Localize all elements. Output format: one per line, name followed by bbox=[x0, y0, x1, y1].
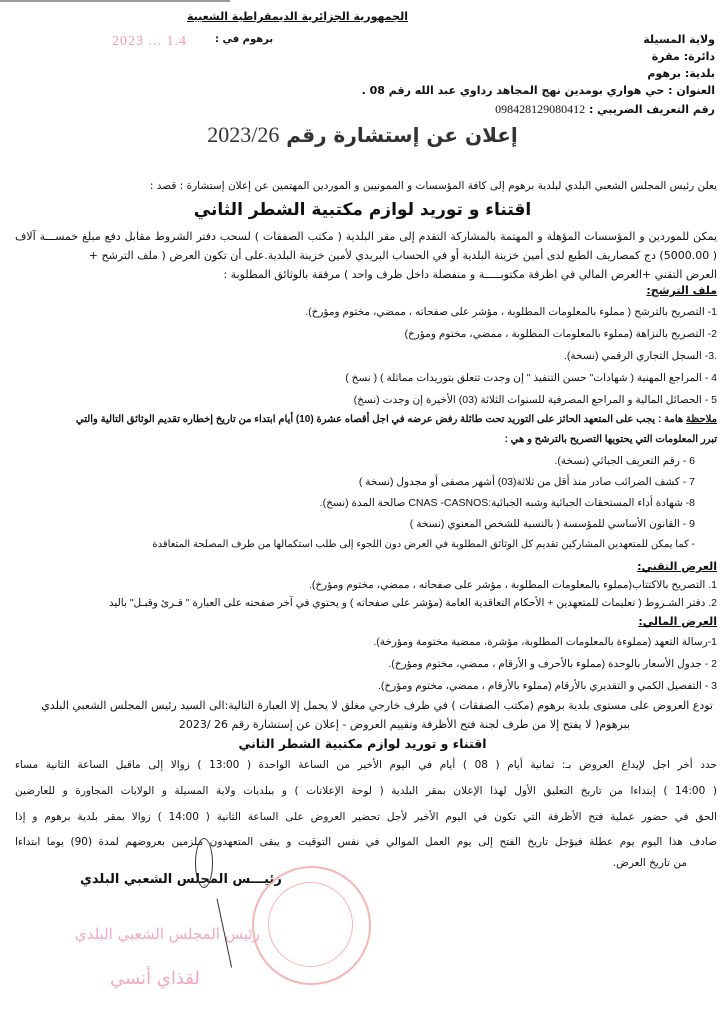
republic-header: الجمهورية الجزائرية الديمقراطية الشعبية bbox=[187, 10, 408, 23]
note-line-2: تبرر المعلومات التي يحتويها التصريح بالترشح و هي : bbox=[504, 434, 717, 445]
financial-offer-heading: العرض المالي: bbox=[638, 615, 717, 628]
financial-offer-item: 3 - التفصيل الكمي و التقديري بالأرقام (مملوء بالأرقام ، ممضي، مختوم ومؤرخ). bbox=[377, 680, 717, 692]
handwritten-circle-mark bbox=[195, 838, 213, 888]
deadline-line: من تاريخ العرض. bbox=[612, 857, 687, 869]
date-stamp: 2023 ... 1.4 bbox=[112, 34, 187, 49]
intro-text: يعلن رئيس المجلس الشعبي البلدي لبلدية برهوم إلى كافة المؤسسات و الممونيين و الموردين المهتمين عن إعلان إستشارة : قصد : bbox=[149, 180, 717, 192]
deadline-line: الحق في حضور عملية فتح الأظرفة التي تكون في اليوم الأخير لأجل تحضير العروض على الساعة الثانية ( 14:00 ) زوالا بمقر بلدية برهوم و إذا bbox=[15, 811, 717, 823]
candidacy-heading: ملف الترشح: bbox=[646, 284, 717, 297]
note-text: هامة : يجب على المتعهد الحائز على التوريد تحت طائلة رفض عرضه في اجل أقصاه عشرة (10) أيام ابتداء من تاريخ إخطاره تقديم الوثائق التالية والتي bbox=[75, 414, 684, 425]
justifying-doc-item: 7 - كشف الضرائب صادر منذ أقل من ثلاثة(03) أشهر مصفى أو مجدول (نسخة ) bbox=[358, 476, 695, 488]
wilaya-line: ولاية المسيلة bbox=[643, 33, 715, 46]
deadline-line: ( 14:00 ) إبتداءا من تاريخ التعليق الأول لهذا الإعلان بمقر البلدية ( لوحة الإعلانات ) و ببلديات ولاية المسيلة و الولايات المجاورة و للعارضين bbox=[15, 785, 717, 797]
conditions-line-2: ( 5000.00) دج كمصاريف الطبع لدى أمين خزينة البلدية أو في الحساب البريدي لأمين خزينة البلدية.على أن تكون العرض ( ملف الترشح + bbox=[88, 249, 717, 262]
note-line-1 bbox=[76, 414, 717, 425]
conditions-line-1: يمكن للموردين و المؤسسات المؤهلة و المهتمة بالمشاركة التقدم إلى مقر البلدية ( مكتب الصفقات ) لسحب دفتر الشروط مقابل دفع مبلغ خمســـة آلاف bbox=[15, 230, 717, 243]
deadline-line: صادف هذا اليوم يوم عطلة فيؤجل تاريخ الفتح إلى يوم العمل الموالي في نفس التوقيت و يبقى المتعهدون ملزمين بعروضهم لمدة (90) يوما ابتداءا bbox=[15, 836, 718, 848]
candidacy-item: .3- السجل التجاري الرقمي (نسخة). bbox=[563, 350, 717, 362]
address-value: حي هواري بومدين نهج المجاهد رداوي عبد الله رقم 08 . bbox=[361, 84, 665, 97]
official-seal-inner bbox=[268, 882, 353, 967]
daira-value: مقرة bbox=[651, 50, 680, 63]
justifying-doc-item: 8- شهادة أداء المستحقات الجبائية وشبه الجبائية:CNAS -CASNOS صالحة المدة (نسخ). bbox=[319, 497, 695, 509]
daira-line bbox=[652, 50, 715, 63]
baladiya-value: برهوم bbox=[647, 67, 681, 80]
technical-offer-heading: العرض التقني: bbox=[637, 560, 717, 573]
submission-line-2: ببرهوم( لا يفتح إلا من طرف لجنة فتح الأظرفة وتقييم العروض - إعلان عن إستشارة رقم 26 /2023 bbox=[178, 718, 630, 731]
title-text: إعلان عن إستشارة رقم bbox=[286, 123, 518, 147]
stamp-name: لقذاي أنسي bbox=[110, 968, 200, 989]
title-number: 2023/26 bbox=[207, 122, 280, 147]
justifying-doc-item: 6 - رقم التعريف الجبائي (نسخة). bbox=[554, 455, 695, 467]
tax-id-value: 098428129080412 bbox=[495, 102, 586, 116]
baladiya-line bbox=[647, 67, 715, 80]
daira-label: دائرة: bbox=[683, 50, 715, 63]
stamp-title: رئيس المجلس الشعبي البلدي bbox=[75, 925, 260, 943]
technical-offer-item: 1. التصريح بالاكتتاب(مملوء بالمعلومات المطلوبة ، مؤشر على صفحاته ، ممضي، مختوم ومؤرخ). bbox=[308, 579, 717, 591]
tax-id-label: رقم التعريف الضريبي : bbox=[588, 103, 715, 116]
deadline-line: حدد أخر اجل لإيداع العروض بـ: ثمانية أيام ( 08 ) أيام في اليوم الأخير من الساعة الواحدة ( 13:00 ) زوالا إلى ماقبل الساعة الثانية مساء bbox=[15, 759, 717, 771]
page-title bbox=[0, 122, 725, 148]
scan-edge-line bbox=[0, 0, 230, 2]
note-label: ملاحظة bbox=[685, 414, 717, 425]
candidacy-item: 1- التصريح بالترشح ( مملوء بالمعلومات المطلوبة ، مؤشر على صفحاته ، ممضي، مختوم ومؤرخ). bbox=[305, 306, 717, 318]
address-label: العنوان : bbox=[668, 84, 715, 97]
justifying-doc-item: 9 - القانون الأساسي للمؤسسة ( بالنسبة للشخص المعنوي (نسخة ) bbox=[409, 518, 695, 530]
justifying-doc-note: - كما يمكن للمتعهدين المشاركين تقديم كل الوثائق المطلوبة في العرض دون اللجوء إلى طلب استكمالها من طرف المصلحة المتعاقدة bbox=[152, 539, 695, 550]
technical-offer-item: 2. دفتر الشـروط ( تعليمات للمتعهدين + الأحكام التعاقدية العامة (مؤشر على صفحاته ) و يحتوي في آخر صفحته على العبارة " قـرئ وقبـل" باليد bbox=[108, 597, 717, 609]
candidacy-item: 2- التصريح بالنزاهة (مملوء بالمعلومات المطلوبة ، ممضي، مختوم ومؤرخ) bbox=[404, 328, 717, 340]
signature-title: رئيـــس المجلس الشعبي البلدي bbox=[80, 872, 282, 887]
subject-heading: اقتناء و توريد لوازم مكتبية الشطر الثاني bbox=[193, 200, 532, 220]
tax-id-line bbox=[495, 102, 715, 117]
address-line bbox=[362, 84, 715, 97]
financial-offer-item: 1-رسالة التعهد (مملوءة بالمعلومات المطلوبة، مؤشرة، ممضية مختومة ومؤرخة). bbox=[373, 636, 717, 648]
submission-line-1: تودع العروض على مستوى بلدية برهوم (مكتب الصفقات ) في ظرف خارجي مغلق لا يحمل إلا العبارة التالية:الى السيد رئيس المجلس الشعبي البلدي bbox=[41, 699, 713, 712]
submission-subject: اقتناء و توريد لوازم مكتبية الشطر الثاني bbox=[238, 736, 487, 751]
conditions-line-3: العرض التقني +العرض المالي في اظرفة مكتوبـــــة و منفصلة داخل ظرف واحد ) مرفقة بالوثائق المطلوبة : bbox=[223, 268, 717, 281]
date-place-label: برهوم في : bbox=[215, 34, 274, 45]
candidacy-item: 4 - المراجع المهنية ( شهادات" حسن التنفيذ " إن وجدت تتعلق بتوريدات مماثلة ) ( نسخ ) bbox=[345, 372, 717, 384]
candidacy-item: 5 - الحصائل المالية و المراجع المصرفية للسنوات الثلاثة (03) الأخيرة إن وجدت (نسخ) bbox=[353, 394, 717, 406]
financial-offer-item: 2 - جدول الأسعار بالوحدة (مملوء بالأحرف و الأرقام ، ممضي، مختوم ومؤرخ). bbox=[388, 658, 717, 670]
baladiya-label: بلدية: bbox=[684, 67, 715, 80]
